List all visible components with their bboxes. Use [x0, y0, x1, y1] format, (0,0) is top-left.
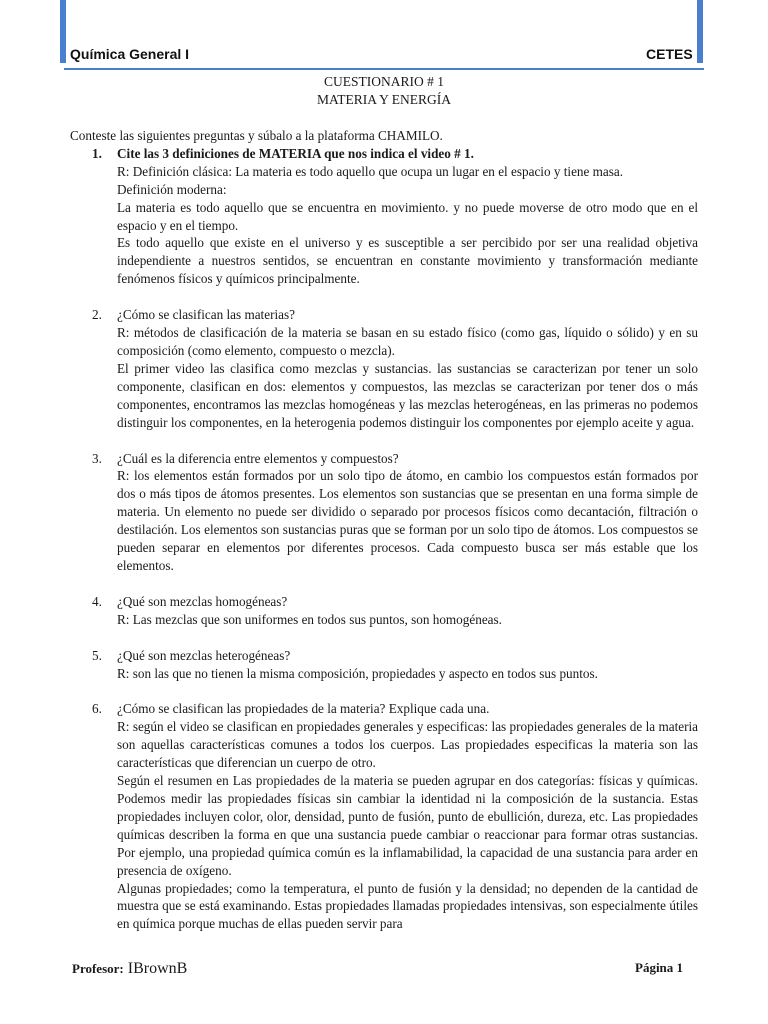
question-text: ¿Cómo se clasifican las materias? [117, 307, 295, 323]
answer-paragraph: Algunas propiedades; como la temperatura, el punto de fusión y la densidad; no dependen de la cantidad de muestra que se está examinando. Estas propiedades llamadas propiedades intensivas, son especialmente útiles en química porque muchas de ellas pueden servir para [117, 880, 698, 932]
question-number: 5. [92, 647, 102, 663]
header-accent-right [697, 0, 703, 63]
question-2 [70, 306, 698, 431]
question-number: 3. [92, 450, 102, 466]
professor-label: Profesor: [72, 961, 124, 976]
question-number: 2. [92, 307, 102, 323]
answer-paragraph: R: los elementos están formados por un solo tipo de átomo, en cambio los compuestos están formados por dos o más tipos de átomos presentes. Los elementos son sustancias que se presentan en una forma simple de materia. Un elemento no puede ser dividido o separado por procesos físicos como decantación, filtración o destilación. Los elementos son sustancias puras que se forman por un solo tipo de átomos. Los compuestos se pueden separar en elementos por diferentes procesos. Cada compuesto busca ser más estable que los elementos. [117, 468, 698, 573]
answer-paragraph: Según el resumen en Las propiedades de la materia se pueden agrupar en dos categorías: físicas y químicas. Podemos medir las propiedades físicas sin cambiar la identidad ni la composición de la sustancia. Estas propiedades incluyen color, olor, densidad, punto de fusión, punto de ebullición, dureza, etc. Las propiedades químicas describen la forma en que una sustancia puede cambiar o reaccionar para formar otras sustancias. Por ejemplo, una propiedad química común es la inflamabilidad, la capacidad de una sustancia para arder en presencia de oxígeno. [117, 773, 698, 878]
header-divider [64, 68, 704, 70]
question-text: ¿Qué son mezclas homogéneas? [117, 593, 288, 609]
question-5 [70, 647, 698, 683]
question-3 [70, 450, 698, 575]
footer-professor [72, 960, 187, 978]
instructions: Conteste las siguientes preguntas y súbalo a la plataforma CHAMILO. [70, 128, 443, 143]
answer-paragraph: R: métodos de clasificación de la materia se basan en su estado físico (como gas, líquido o sólido) y en su composición (como elemento, compuesto o mezcla). [117, 325, 698, 358]
answer-paragraph: R: son las que no tienen la misma composición, propiedades y aspecto en todos sus puntos. [117, 665, 598, 681]
document-body [70, 127, 698, 933]
question-number: 6. [92, 701, 102, 717]
header-accent-left [60, 0, 66, 63]
answer-paragraph: Es todo aquello que existe en el universo y es susceptible a ser percibido por ser una realidad objetiva independiente a nuestros sentidos, se encuentran en constante movimiento y transformación mediante fenómenos físicos y químicos principalmente. [117, 235, 698, 287]
answer-paragraph: El primer video las clasifica como mezclas y sustancias. las sustancias se caracterizan por tener un solo componente, clasifican en dos: elementos y compuestos, las mezclas se caracterizan por tener dos o más componentes, encontramos las mezclas homogéneas y las mezclas heterogéneas, en las primeras no podemos distinguir los componentes, en la heterogenia podemos distinguir los componentes por ejemplo aceite y agua. [117, 360, 698, 430]
answer-paragraph: Definición moderna: [117, 181, 227, 197]
answer-paragraph: R: Definición clásica: La materia es todo aquello que ocupa un lugar en el espacio y tiene masa. [117, 163, 624, 179]
document-subtitle: MATERIA Y ENERGÍA [317, 92, 451, 107]
answer-paragraph: R: según el video se clasifican en propiedades generales y especificas: las propiedades generales de la materia son aquellas características comunes a todos los cuerpos. Las propiedades especificas la materia son las características que diferencian un cuerpo de otro. [117, 719, 698, 771]
course-name: Química General I [70, 46, 190, 62]
page-number: Página 1 [635, 960, 684, 975]
question-1 [70, 145, 698, 163]
answer-paragraph: La materia es todo aquello que se encuentra en movimiento. y no puede moverse de otro modo que en el espacio y en el tiempo. [117, 199, 698, 233]
question-text: ¿Cuál es la diferencia entre elementos y compuestos? [117, 450, 399, 466]
question-text: ¿Qué son mezclas heterogéneas? [117, 647, 291, 663]
document-title: CUESTIONARIO # 1 [324, 74, 444, 89]
answer-paragraph: R: Las mezclas que son uniformes en todos sus puntos, son homogéneas. [117, 611, 502, 627]
question-text: ¿Cómo se clasifican las propiedades de la materia? Explique cada una. [117, 701, 490, 717]
institution-name: CETES [646, 46, 693, 62]
question-4 [70, 593, 698, 629]
question-number: 1. [92, 145, 102, 161]
question-6 [70, 700, 698, 933]
question-text: Cite las 3 definiciones de MATERIA que nos indica el video # 1. [117, 145, 474, 161]
professor-name: IBrownB [127, 960, 188, 977]
question-number: 4. [92, 593, 102, 609]
answer-1 [70, 163, 698, 288]
